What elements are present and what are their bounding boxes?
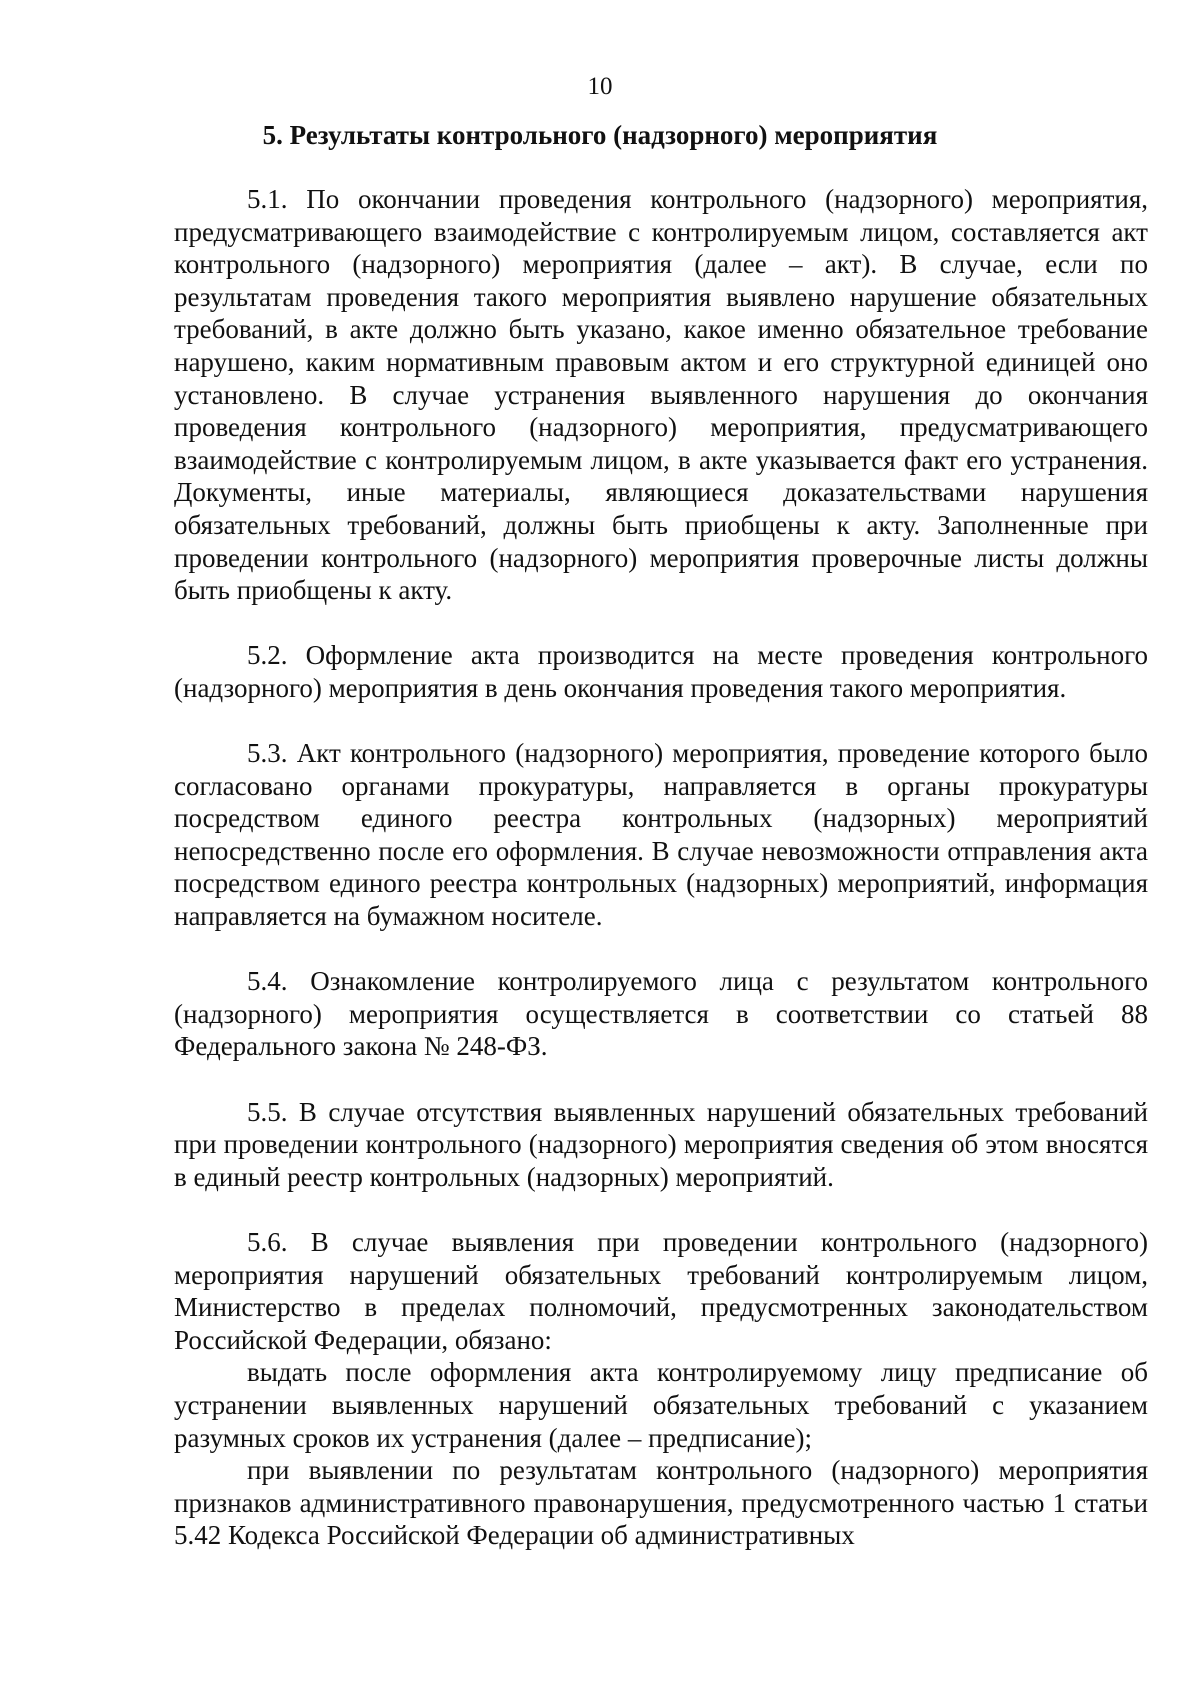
paragraph-5-1: 5.1. По окончании проведения контрольного (надзорного) мероприятия, предусматривающего взаимодействие с контролируемым лицом, составляется акт контрольного (надзорного) мероприятия (далее – акт). В случае, если по результатам проведения такого мероприятия выявлено нарушение обязательных требований, в акте должно быть указано, какое именно обязательное требование нарушено, каким нормативным правовым актом и его структурной единицей оно установлено. В случае устранения выявленного нарушения до окончания проведения контрольного (надзорного) мероприятия, предусматривающего взаимодействие с контролируемым лицом, в акте указывается факт его устранения. Документы, иные материалы, являющиеся доказательствами нарушения обязательных требований, должны быть приобщены к акту. Заполненные при проведении контрольного (надзорного) мероприятия проверочные листы должны быть приобщены к акту. — [174, 184, 1148, 606]
paragraph-5-3: 5.3. Акт контрольного (надзорного) мероприятия, проведение которого было согласовано органами прокуратуры, направляется в органы прокуратуры посредством единого реестра контрольных (надзорных) мероприятий непосредственно после его оформления. В случае невозможности отправления акта посредством единого реестра контрольных (надзорных) мероприятий, информация направляется на бумажном носителе. — [174, 738, 1148, 932]
section-body — [174, 183, 1148, 1552]
paragraph-5-6-item-2: при выявлении по результатам контрольного (надзорного) мероприятия признаков административного правонарушения, предусмотренного частью 1 статьи 5.42 Кодекса Российской Федерации об административных — [174, 1455, 1148, 1551]
paragraph-5-5: 5.5. В случае отсутствия выявленных нарушений обязательных требований при проведении контрольного (надзорного) мероприятия сведения об этом вносятся в единый реестр контрольных (надзорных) мероприятий. — [174, 1096, 1148, 1192]
section-title: 5. Результаты контрольного (надзорного) мероприятия — [262, 120, 938, 150]
page-number: 10 — [587, 73, 613, 100]
paragraph-5-2: 5.2. Оформление акта производится на месте проведения контрольного (надзорного) мероприятия в день окончания проведения такого мероприятия. — [174, 640, 1148, 703]
paragraph-5-6-item-1: выдать после оформления акта контролируемому лицу предписание об устранении выявленных нарушений обязательных требований с указанием разумных сроков их устранения (далее – предписание); — [174, 1357, 1148, 1453]
paragraph-5-4: 5.4. Ознакомление контролируемого лица с результатом контрольного (надзорного) мероприятия осуществляется в соответствии со статьей 88 Федерального закона № 248-ФЗ. — [174, 966, 1148, 1062]
paragraph-5-6: 5.6. В случае выявления при проведении контрольного (надзорного) мероприятия нарушений обязательных требований контролируемым лицом, Министерство в пределах полномочий, предусмотренных законодательством Российской Федерации, обязано: — [174, 1227, 1148, 1355]
